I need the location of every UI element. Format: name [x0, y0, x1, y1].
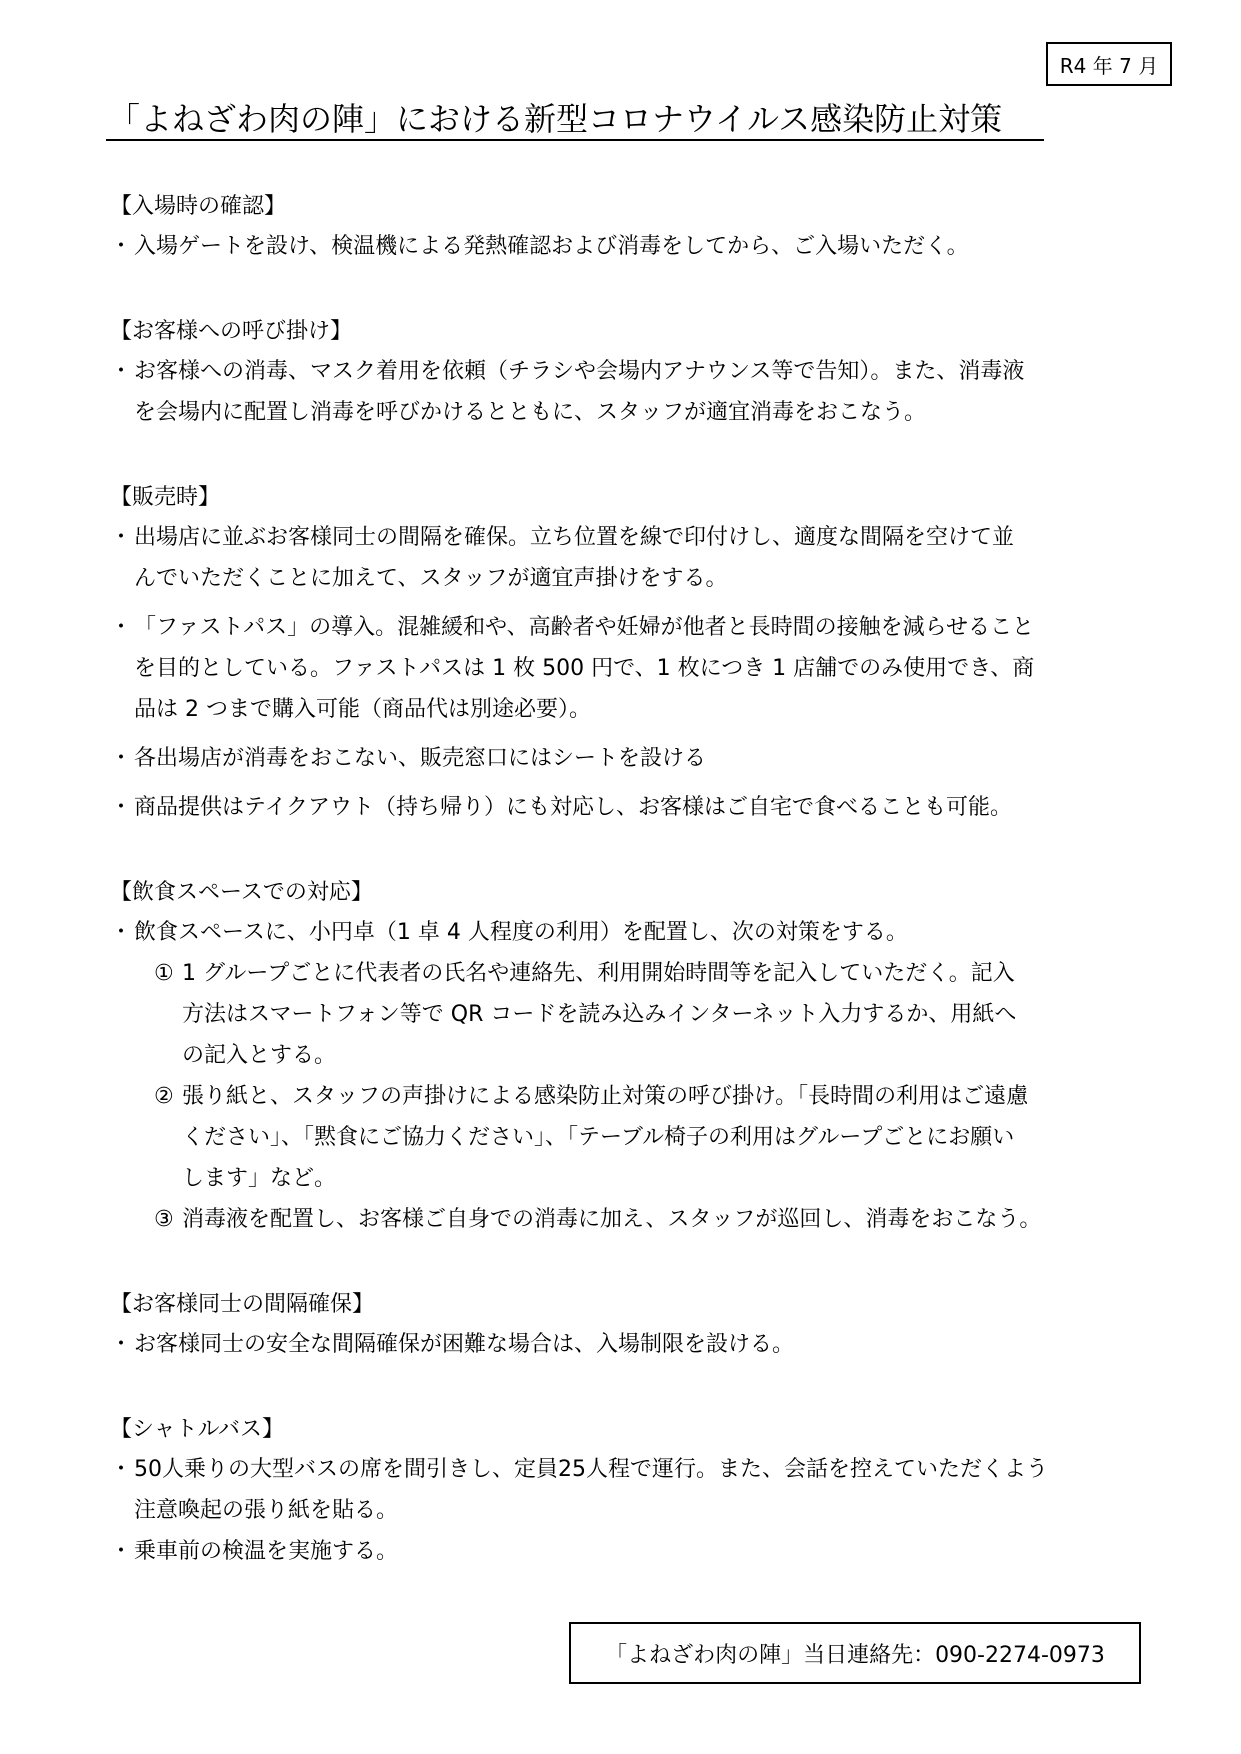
bullet-mark: ・: [110, 920, 133, 945]
sub-item-text: ください」、「黙食にご協力ください」、「テーブル椅子の利用はグループごとにお願い: [182, 1125, 1015, 1150]
item-text: 乗車前の検温を実施する。: [134, 1539, 399, 1564]
item-text: お客様同士の安全な間隔確保が困難な場合は、入場制限を設ける。: [134, 1332, 795, 1357]
sub-item: [110, 1076, 1140, 1199]
document-body: [110, 188, 1140, 1572]
list-item: [110, 226, 1140, 267]
list-item: [110, 738, 1140, 779]
section-heading: 【シャトルバス】: [110, 1417, 285, 1442]
bullet-mark: ・: [110, 1539, 133, 1564]
list-item: [110, 912, 1140, 953]
date-label: R4 年 7 月: [1046, 42, 1172, 86]
bullet-mark: ・: [110, 795, 133, 820]
sub-item: [110, 953, 1140, 1076]
list-item: [110, 1449, 1140, 1531]
section-dining-space: [110, 874, 1140, 1240]
item-text: を目的としている。ファストパスは 1 枚 500 円で、1 枚につき 1 店舗でのみ使用でき、商: [134, 656, 1035, 681]
list-item: [110, 1531, 1140, 1572]
bullet-mark: ・: [110, 1332, 133, 1357]
bullet-mark: ・: [110, 234, 133, 259]
section-heading: 【飲食スペースでの対応】: [110, 880, 373, 905]
section-heading: 【お客様同士の間隔確保】: [110, 1292, 375, 1317]
sub-item-text: 方法はスマートフォン等で QR コードを読み込みインターネット入力するか、用紙へ: [182, 1002, 1017, 1027]
bullet-mark: ・: [110, 359, 133, 384]
sub-item-text: の記入とする。: [182, 1043, 337, 1068]
section-sales: [110, 479, 1140, 828]
sub-item-number: ③: [154, 1207, 174, 1232]
sub-item-number: ②: [154, 1084, 174, 1109]
sub-item-text: 1 グループごとに代表者の氏名や連絡先、利用開始時間等を記入していただく。記入: [182, 961, 1015, 986]
section-distancing: [110, 1286, 1140, 1365]
sub-item-text: 消毒液を配置し、お客様ご自身での消毒に加え、スタッフが巡回し、消毒をおこなう。: [182, 1207, 1042, 1232]
item-text: 飲食スペースに、小円卓（1 卓 4 人程度の利用）を配置し、次の対策をする。: [134, 920, 908, 945]
item-text: 50人乗りの大型バスの席を間引きし、定員25人程で運行。また、会話を控えていただくよう: [134, 1457, 1048, 1482]
list-item: [110, 351, 1140, 433]
sub-item-text: します」など。: [182, 1166, 337, 1191]
item-text: お客様への消毒、マスク着用を依頼（チラシや会場内アナウンス等で告知）。また、消毒液: [134, 359, 1025, 384]
section-entry-check: [110, 188, 1140, 267]
item-text: 商品提供はテイクアウト（持ち帰り）にも対応し、お客様はご自宅で食べることも可能。: [134, 795, 1013, 820]
item-text: 品は 2 つまで購入可能（商品代は別途必要）。: [134, 697, 591, 722]
sub-item: [110, 1199, 1140, 1240]
bullet-mark: ・: [110, 615, 133, 640]
section-shuttle-bus: [110, 1411, 1140, 1572]
list-item: [110, 517, 1140, 599]
section-heading: 【販売時】: [110, 485, 221, 510]
sub-item-number: ①: [154, 961, 174, 986]
page-title: 「よねざわ肉の陣」における新型コロナウイルス感染防止対策: [108, 100, 1003, 138]
list-item: [110, 607, 1140, 730]
title-underline: [106, 139, 1044, 141]
list-item: [110, 1324, 1140, 1365]
contact-info: 「よねざわ肉の陣」当日連絡先：090-2274-0973: [569, 1622, 1141, 1684]
item-text: 各出場店が消毒をおこない、販売窓口にはシートを設ける: [134, 746, 707, 771]
item-text: 「ファストパス」の導入。混雑緩和や、高齢者や妊婦が他者と長時間の接触を減らせること: [134, 615, 1035, 640]
item-text: んでいただくことに加えて、スタッフが適宜声掛けをする。: [134, 566, 728, 591]
section-customer-call: [110, 313, 1140, 433]
item-text: 出場店に並ぶお客様同士の間隔を確保。立ち位置を線で印付けし、適度な間隔を空けて並: [134, 525, 1015, 550]
bullet-mark: ・: [110, 1457, 133, 1482]
section-heading: 【入場時の確認】: [110, 194, 287, 219]
item-text: を会場内に配置し消毒を呼びかけるとともに、スタッフが適宜消毒をおこなう。: [134, 400, 927, 425]
section-heading: 【お客様への呼び掛け】: [110, 319, 353, 344]
item-text: 入場ゲートを設け、検温機による発熱確認および消毒をしてから、ご入場いただく。: [134, 234, 969, 259]
bullet-mark: ・: [110, 746, 133, 771]
item-text: 注意喚起の張り紙を貼る。: [134, 1498, 399, 1523]
sub-item-text: 張り紙と、スタッフの声掛けによる感染防止対策の呼び掛け。「長時間の利用はご遠慮: [182, 1084, 1029, 1109]
list-item: [110, 787, 1140, 828]
bullet-mark: ・: [110, 525, 133, 550]
